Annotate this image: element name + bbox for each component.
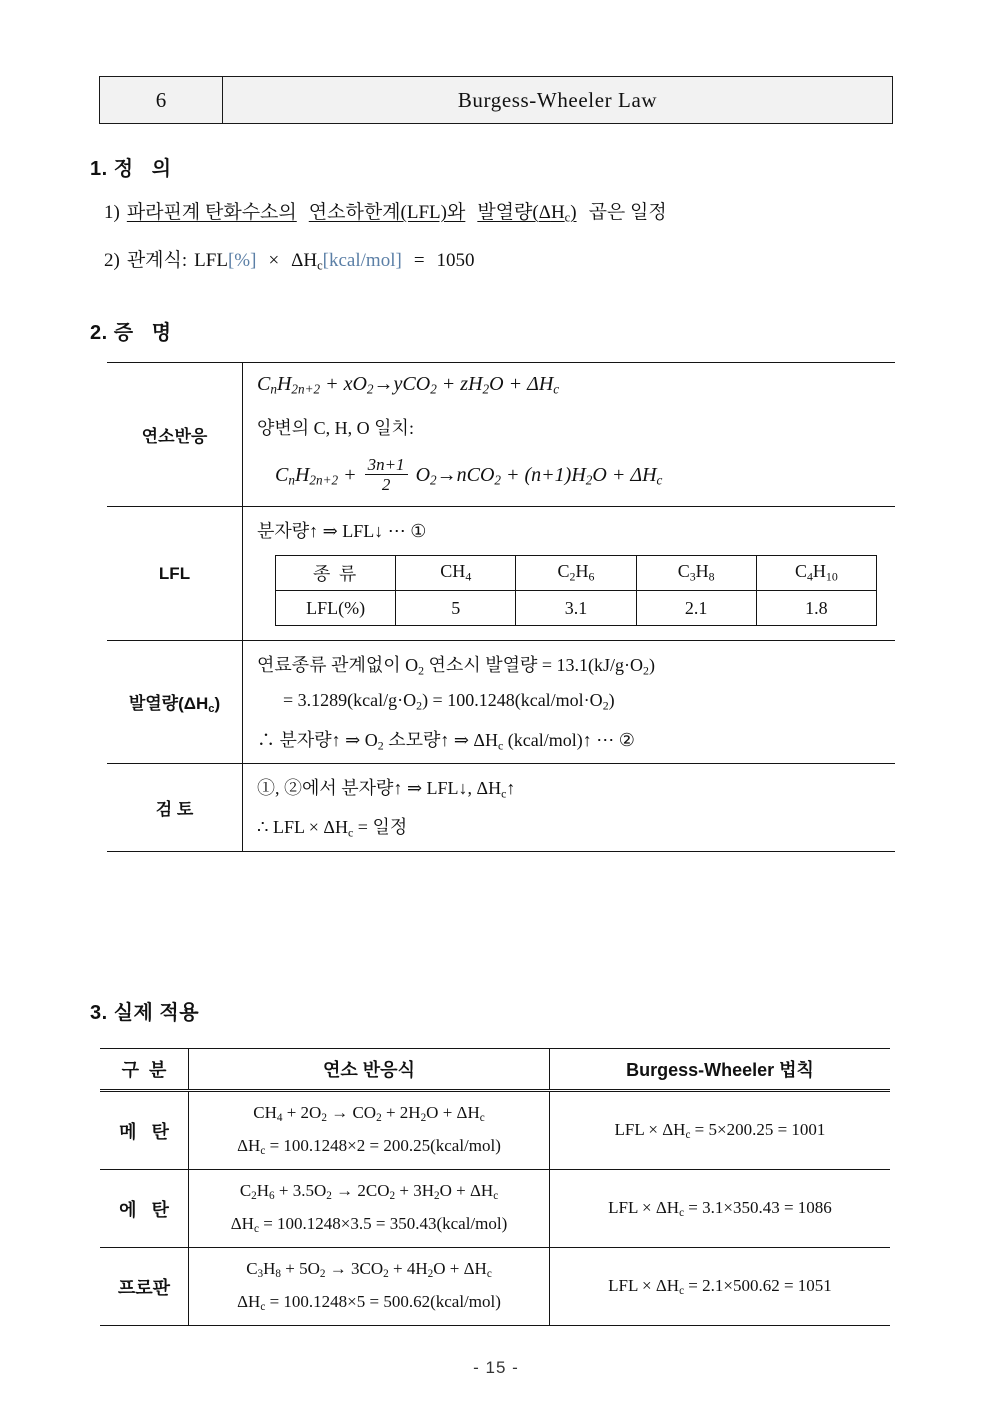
heat-value: $\Delta H_c = 100.1248\times 5$ = 500.62(kcal/mol) [237, 1292, 501, 1314]
species-c2h6: $C_2H_6$ [516, 556, 636, 591]
h-symbol: H [303, 250, 318, 271]
reaction-equation: $C_3H_8 + 5O_2 \to 3CO_2 + 4H_2O + \Delta H_c$ [246, 1258, 492, 1280]
table-row [100, 1170, 890, 1248]
burgess-wheeler-calc: LFL × $\Delta H_c = 2.1\times 500.62 = 1051$ [608, 1275, 832, 1298]
row-label-propane: 프로판 [100, 1248, 189, 1326]
column-header-burgess-wheeler: Burgess-Wheeler 법칙 [550, 1049, 891, 1091]
page-title-bar [99, 76, 893, 124]
lfl-values-table [275, 555, 877, 626]
reaction-cell-propane [189, 1248, 550, 1326]
species-c4h10: $C_4H_{10}$ [756, 556, 876, 591]
table-row [276, 556, 877, 591]
lfl-value-c3h8: 2.1 [636, 591, 756, 626]
item-marker: 1) [104, 202, 120, 223]
burgess-wheeler-cell-propane [550, 1248, 891, 1326]
row-content-combustion [243, 363, 896, 507]
table-row [107, 363, 895, 507]
lfl-table-header-species: 종 류 [276, 556, 396, 591]
section-1-item-1 [104, 197, 667, 226]
table-header-row [100, 1049, 890, 1091]
dh-unit: [kcal/mol] [322, 250, 402, 271]
item-marker: 2) [104, 250, 120, 271]
burgess-wheeler-calc: LFL × $\Delta H_c = 3.1\times 350.43 = 1086$ [608, 1197, 832, 1220]
reaction-cell-ethane [189, 1170, 550, 1248]
item-1-tail: 곱은 일정 [588, 202, 667, 223]
row-label-ethane: 에 탄 [100, 1170, 189, 1248]
column-header-category: 구 분 [100, 1049, 189, 1091]
underlined-phrase-3: 발열량$(\Delta H_c)$ [477, 202, 577, 225]
combustion-equation-balanced: $C_nH_{2n+2}$ + $\frac{3n+1}{2}$ $O_2\to nCO_2 + (n+1)H_2O + \Delta H_c$ [275, 454, 663, 494]
row-content-lfl [243, 507, 896, 641]
review-line-2: ∴ LFL × $\Delta H_c$ = 일정 [257, 817, 408, 840]
relation-value: 1050 [436, 250, 475, 271]
underlined-phrase-2: 연소하한계(LFL)와 [308, 202, 466, 223]
species-ch4: $CH_4$ [396, 556, 516, 591]
table-row [107, 507, 895, 641]
heat-value: $\Delta H_c = 100.1248\times 2$ = 200.25(kcal/mol) [237, 1136, 501, 1158]
reaction-cell-methane [189, 1091, 550, 1170]
row-label-combustion: 연소반응 [107, 363, 243, 507]
page-title: Burgess-Wheeler Law [457, 87, 658, 112]
heat-line-1: 연료종류 관계없이 $O_2$ 연소시 발열량 = $13.1(kJ/g\cdot O_2)$ [257, 655, 655, 678]
underlined-phrase-1: 파라핀계 탄화수소의 [126, 202, 297, 223]
page-number: - 15 - [473, 1358, 519, 1377]
stoichiometric-fraction: $\frac{3n+1}{2}$ [365, 455, 408, 495]
row-content-review [243, 764, 896, 852]
section-1-heading: 1. 정 의 [90, 158, 172, 180]
lfl-table-row-label: LFL(%) [276, 591, 396, 626]
table-row [100, 1248, 890, 1326]
table-row [276, 591, 877, 626]
lfl-value-c2h6: 3.1 [516, 591, 636, 626]
row-label-lfl: LFL [107, 507, 243, 641]
formula-label: 관계식: [126, 250, 188, 271]
lfl-unit: [%] [227, 250, 257, 271]
equals-sign: = [413, 250, 425, 271]
review-line-1: ①, ②에서 분자량↑ ⇒ LFL↓, $\Delta H_c↑$ [257, 778, 516, 801]
burgess-wheeler-cell-ethane [550, 1170, 891, 1248]
row-label-methane: 메 탄 [100, 1091, 189, 1170]
combustion-equation-general: $C_nH_{2n+2} + xO_2\to yCO_2 + zH_2O + \Delta H_c$ [257, 373, 560, 397]
row-label-review: 검 토 [107, 764, 243, 852]
lfl-value-c4h10: 1.8 [756, 591, 876, 626]
application-table [100, 1048, 890, 1326]
row-label-heat-of-combustion: 발열량$(\Delta H_c)$ [107, 641, 243, 764]
table-row [100, 1091, 890, 1170]
burgess-wheeler-calc: LFL × $\Delta H_c = 5\times 200.25 = 1001$ [614, 1119, 826, 1142]
reaction-equation: $C_2H_6 + 3.5O_2 \to 2CO_2 + 3H_2O + \Delta H_c$ [239, 1180, 499, 1202]
lfl-trend-statement: 분자량↑ ⇒ LFL↓ ⋯ ① [257, 521, 427, 542]
column-header-reaction: 연소 반응식 [189, 1049, 550, 1091]
section-2-heading: 2. 증 명 [90, 322, 172, 344]
multiply-sign: × [268, 250, 280, 271]
lfl-value-ch4: 5 [396, 591, 516, 626]
balance-note: 양변의 C, H, O 일치: [257, 417, 414, 438]
h-subscript: c [317, 258, 323, 273]
reaction-equation: $CH_4 + 2O_2 \to CO_2 + 2H_2O + \Delta H_c$ [253, 1102, 485, 1124]
problem-number: 6 [100, 77, 223, 123]
burgess-wheeler-cell-methane [550, 1091, 891, 1170]
table-row [107, 641, 895, 764]
heat-line-2: = $3.1289(kcal/g\cdot O_2)$ = $100.1248(kcal/mol\cdot O_2)$ [283, 690, 615, 713]
lfl-symbol: LFL [194, 250, 228, 271]
heat-line-3: ∴ 분자량↑ ⇒ $O_2$ 소모량↑ ⇒ $\Delta H_c$ (kcal/mol)↑ ⋯ ② [257, 729, 635, 753]
species-c3h8: $C_3H_8$ [636, 556, 756, 591]
section-3-heading: 3. 실제 적용 [90, 1002, 200, 1024]
delta-symbol: Δ [291, 250, 304, 271]
heat-value: $\Delta H_c = 100.1248\times 3.5$ = 350.43(kcal/mol) [230, 1214, 508, 1236]
proof-table [107, 362, 895, 852]
row-content-heat-of-combustion [243, 641, 896, 764]
section-1-item-2 [104, 245, 475, 274]
table-row [107, 764, 895, 852]
